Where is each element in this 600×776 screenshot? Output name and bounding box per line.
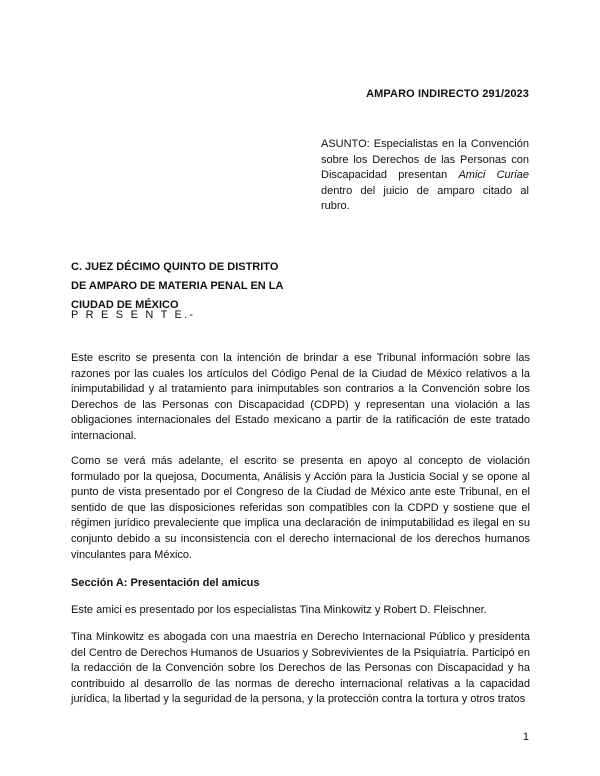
paragraph-presenters: Este amici es presentado por los especialistas Tina Minkowitz y Robert D. Fleischner.: [71, 604, 487, 616]
paragraph-support: Como se verá más adelante, el escrito se presenta en apoyo al concepto de violación formulado por la quejosa, Documenta, Análisis y Acción para la Justicia Social y se opone al punto de vista presentado por el Congreso de la Ciudad de México ante este Tribunal, en el sentido de que las disposiciones referidas son compatibles con la CDPD y sostiene que el régimen jurídico prevaleciente que implica una declaración de inimputabilidad es ilegal en su conjunto debido a su inconsistencia con el derecho internacional de los derechos humanos vinculantes para México.: [71, 455, 530, 561]
subject-italic-text: Amici Curiae: [458, 169, 529, 181]
page-number: 1: [522, 731, 529, 743]
addressee-line-1: C. JUEZ DÉCIMO QUINTO DE DISTRITO: [71, 261, 279, 273]
paragraph-minkowitz: Tina Minkowitz es abogada con una maestría en Derecho Internacional Público y presidenta del Centro de Derechos Humanos de Usuarios y Sobrevivientes de la Psiquiatría. Participó en la redacción de la Convención sobre los Derechos de las Personas con Discapacidad y ha contribuido al desarrollo de las normas de derecho internacional relativas a la capacidad jurídica, la libertad y la seguridad de la persona, y la protección contra la tortura y otros tratos: [71, 631, 530, 706]
section-heading: Sección A: Presentación del amicus: [71, 577, 260, 589]
subject-text: ASUNTO: Especialistas en la Convención sobre los Derechos de las Personas con Discapacidad presentan: [321, 138, 529, 181]
addressee-line-3: CIUDAD DE MÉXICO: [71, 299, 179, 311]
subject-block: [321, 137, 529, 215]
case-number: AMPARO INDIRECTO 291/2023: [366, 88, 529, 100]
addressee-block: [71, 258, 301, 315]
addressee-line-2: DE AMPARO DE MATERIA PENAL EN LA: [71, 280, 284, 292]
presente-salutation: P R E S E N T E.-: [71, 309, 196, 321]
paragraph-intro: Este escrito se presenta con la intención de brindar a ese Tribunal información sobre las razones por las cuales los artículos del Código Penal de la Ciudad de México relativos a la inimputabilidad y al tratamiento para inimputables son contrarios a la Convención sobre los Derechos de las Personas con Discapacidad (CDPD) y representan una violación a las obligaciones internacionales del Estado mexicano a partir de la ratificación de este tratado internacional.: [71, 352, 530, 442]
subject-text-end: dentro del juicio de amparo citado al rubro.: [321, 184, 529, 212]
